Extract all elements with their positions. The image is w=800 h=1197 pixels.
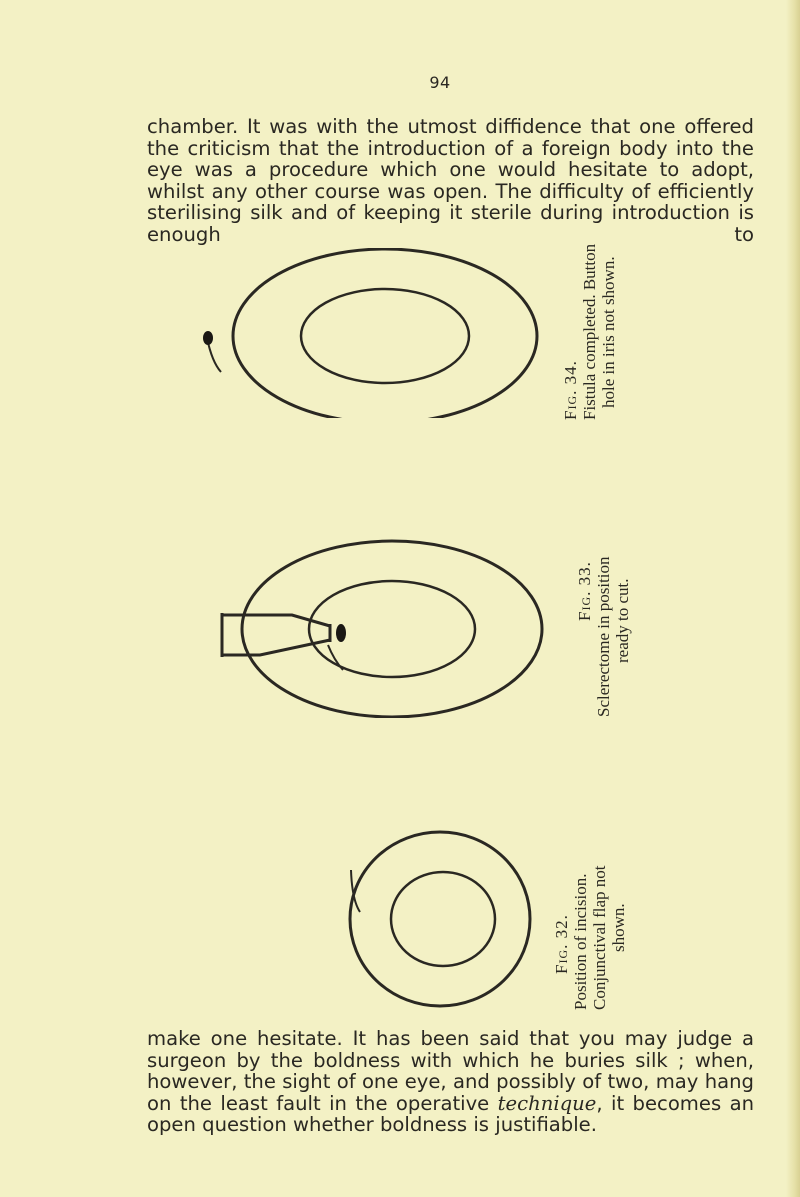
paragraph-bottom-text: make one hesitate. It has been said that you may judge a surgeon by the boldness with which he buries silk ; when, however, the sight of one eye, and possibly of two, may hang on the least fault in the operative: [147, 1027, 754, 1115]
paragraph-bottom: [147, 1028, 754, 1136]
paragraph-bottom-end: , it becomes an open question whether boldness is justifiable.: [147, 1091, 754, 1137]
figure-34-label: Fig. 34.: [561, 360, 580, 420]
figure-33-caption-line2: ready to cut.: [613, 578, 632, 663]
figure-34-caption: [561, 244, 618, 420]
figure-32-caption: [552, 866, 628, 1010]
figure-33-label: Fig. 33.: [575, 561, 594, 621]
figure-33-caption: [575, 556, 632, 717]
page-edge: [786, 0, 800, 1197]
paragraph-top: chamber. It was with the utmost diffidence that one offered the criticism that the introduction of a foreign body into the eye was a procedure which one would hesitate to adopt, whilst any other course was open. The difficulty of efficiently sterilising silk and of keeping it sterile during introduction is enough to: [147, 115, 754, 246]
figure-34-caption-line1: Fistula completed. Button: [580, 243, 599, 420]
figure-32-caption-line3: shown.: [609, 903, 628, 952]
figure-33-caption-line1: Sclerectome in position: [594, 556, 613, 717]
figure-34-drawing: [195, 248, 545, 418]
figure-32-caption-line1: Position of incision.: [571, 873, 590, 1010]
figure-34-caption-line2: hole in iris not shown.: [599, 256, 618, 408]
figure-33-drawing: [210, 538, 560, 718]
figure-32-caption-line2: Conjunctival flap not: [590, 865, 609, 1010]
figure-32-drawing: [345, 828, 545, 1013]
page-number: 94: [429, 73, 451, 92]
figure-32-label: Fig. 32.: [552, 914, 571, 974]
paragraph-bottom-italic: technique: [497, 1091, 597, 1115]
